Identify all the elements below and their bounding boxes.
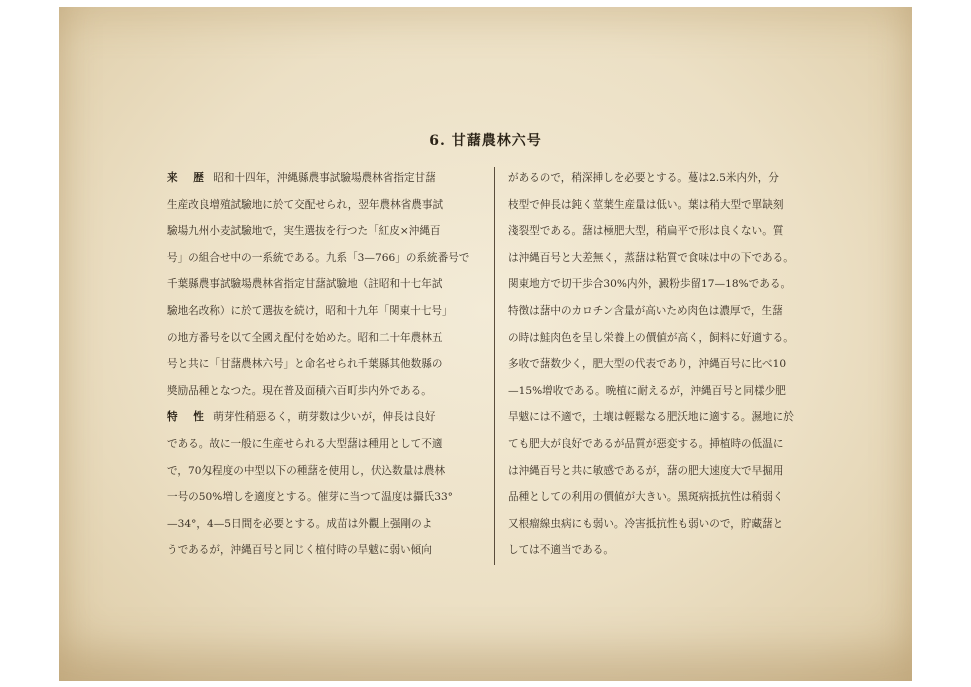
- line-text: 特徴は藷中のカロチン含量が高いため肉色は濃厚で，生藷: [508, 304, 783, 317]
- text-line: [167, 165, 485, 192]
- line-text: 品種としての利用の價値が大きい。黑斑病抵抗性は稍弱く: [508, 491, 784, 504]
- text-line: [508, 404, 830, 431]
- line-text: の時は鮭肉色を呈し栄養上の價値が高く，飼料に好適する。: [508, 331, 794, 344]
- text-line: [167, 378, 485, 405]
- text-line: [508, 245, 830, 272]
- line-text: 旱魃には不適で，土壤は輕鬆なる肥沃地に適する。濕地に於: [508, 411, 794, 424]
- line-text: 昭和十四年，沖縄縣農事試驗場農林省指定甘藷: [213, 172, 436, 184]
- text-line: [508, 298, 830, 325]
- line-text: 又根瘤線虫病にも弱い。冷害抵抗性も弱いので，貯藏藷と: [508, 517, 784, 530]
- line-text: である。故に一般に生産せられる大型藷は種用として不適: [167, 437, 443, 450]
- text-line: [508, 271, 830, 298]
- paragraph-heading: 来 歴: [167, 172, 210, 184]
- text-line: [167, 404, 485, 431]
- text-line: [508, 165, 830, 192]
- text-line: [508, 537, 830, 564]
- text-line: [167, 298, 485, 325]
- document-page: [59, 7, 912, 681]
- line-text: 驗地名改称）に於て選抜を続け，昭和十九年「関東十七号」: [167, 304, 453, 317]
- section-title: 6. 甘藷農林六号: [429, 133, 542, 149]
- text-line: [508, 484, 830, 511]
- line-text: は沖縄百号と共に敏感であるが，藷の肥大速度大で早掘用: [508, 464, 784, 477]
- line-text: 枝型で伸長は鈍く莖葉生産量は低い。葉は稍大型で單缺刻: [508, 198, 784, 211]
- line-text: —15%增收である。晩植に耐えるが，沖縄百号と同樣少肥: [508, 384, 786, 397]
- line-text: —34°，4—5日間を必要とする。成苗は外觀上强剛のよ: [167, 517, 433, 530]
- text-line: [508, 351, 830, 378]
- text-line: [167, 537, 485, 564]
- line-text: うであるが，沖縄百号と同じく植付時の旱魃に弱い傾向: [167, 544, 432, 557]
- text-line: [167, 484, 485, 511]
- text-line: [508, 431, 830, 458]
- text-line: [508, 325, 830, 352]
- line-text: は沖縄百号と大差無く，蒸藷は粘質で食味は中の下である。: [508, 251, 794, 264]
- line-text: があるので，稍深挿しを必要とする。蔓は2.5米内外，分: [508, 172, 779, 184]
- line-text: 生産改良增殖試驗地に於て交配せられ，翌年農林省農事試: [167, 198, 444, 211]
- line-text: 驗場九州小麦試驗地で，実生選抜を行つた「紅皮×沖縄百: [167, 225, 441, 238]
- line-text: の地方番号を以て全國え配付を始めた。昭和二十年農林五: [167, 331, 443, 344]
- text-line: [508, 192, 830, 219]
- paragraph-heading: 特 性: [167, 411, 210, 424]
- text-line: [167, 245, 485, 272]
- line-text: ても肥大が良好であるが品質が惡変する。挿植時の低温に: [508, 437, 784, 450]
- line-text: 多收で藷数少く，肥大型の代表であり，沖縄百号に比べ10: [508, 358, 787, 371]
- text-line: [167, 458, 485, 485]
- line-text: 淺裂型である。藷は極肥大型，稍扁平で形は良くない。質: [508, 225, 784, 238]
- line-text: 号」の組合せ中の一系統である。九系「3—766」の系統番号で: [167, 251, 470, 264]
- text-line: [167, 325, 485, 352]
- text-line: [508, 378, 830, 405]
- text-line: [508, 458, 830, 485]
- text-line: [167, 271, 485, 298]
- line-text: 萌芽性稍惡るく，萌芽数は少いが，伸長は良好: [213, 411, 436, 424]
- text-line: [508, 511, 830, 538]
- line-text: 号と共に「甘藷農林六号」と命名せられ千葉縣其他数縣の: [167, 358, 443, 371]
- text-line: [167, 431, 485, 458]
- line-text: 奬励品種となつた。現在普及面積六百町歩内外である。: [167, 384, 432, 397]
- line-text: 一号の50%増しを適度とする。催芽に当つて温度は攝氏33°: [167, 491, 453, 504]
- text-line: [167, 511, 485, 538]
- text-line: [167, 351, 485, 378]
- line-text: で，70匁程度の中型以下の種藷を使用し，伏込数量は農林: [167, 464, 446, 477]
- line-text: 千葉縣農事試驗場農林省指定甘藷試驗地（註昭和十七年試: [167, 278, 443, 291]
- text-line: [167, 218, 485, 245]
- column-divider: [494, 167, 495, 565]
- right-column: [508, 165, 830, 564]
- left-column: [167, 165, 485, 564]
- text-line: [508, 218, 830, 245]
- line-text: しては不適当である。: [508, 544, 614, 557]
- text-line: [167, 192, 485, 219]
- line-text: 関東地方で切干歩合30%内外，澱粉歩留17—18%である。: [508, 278, 792, 291]
